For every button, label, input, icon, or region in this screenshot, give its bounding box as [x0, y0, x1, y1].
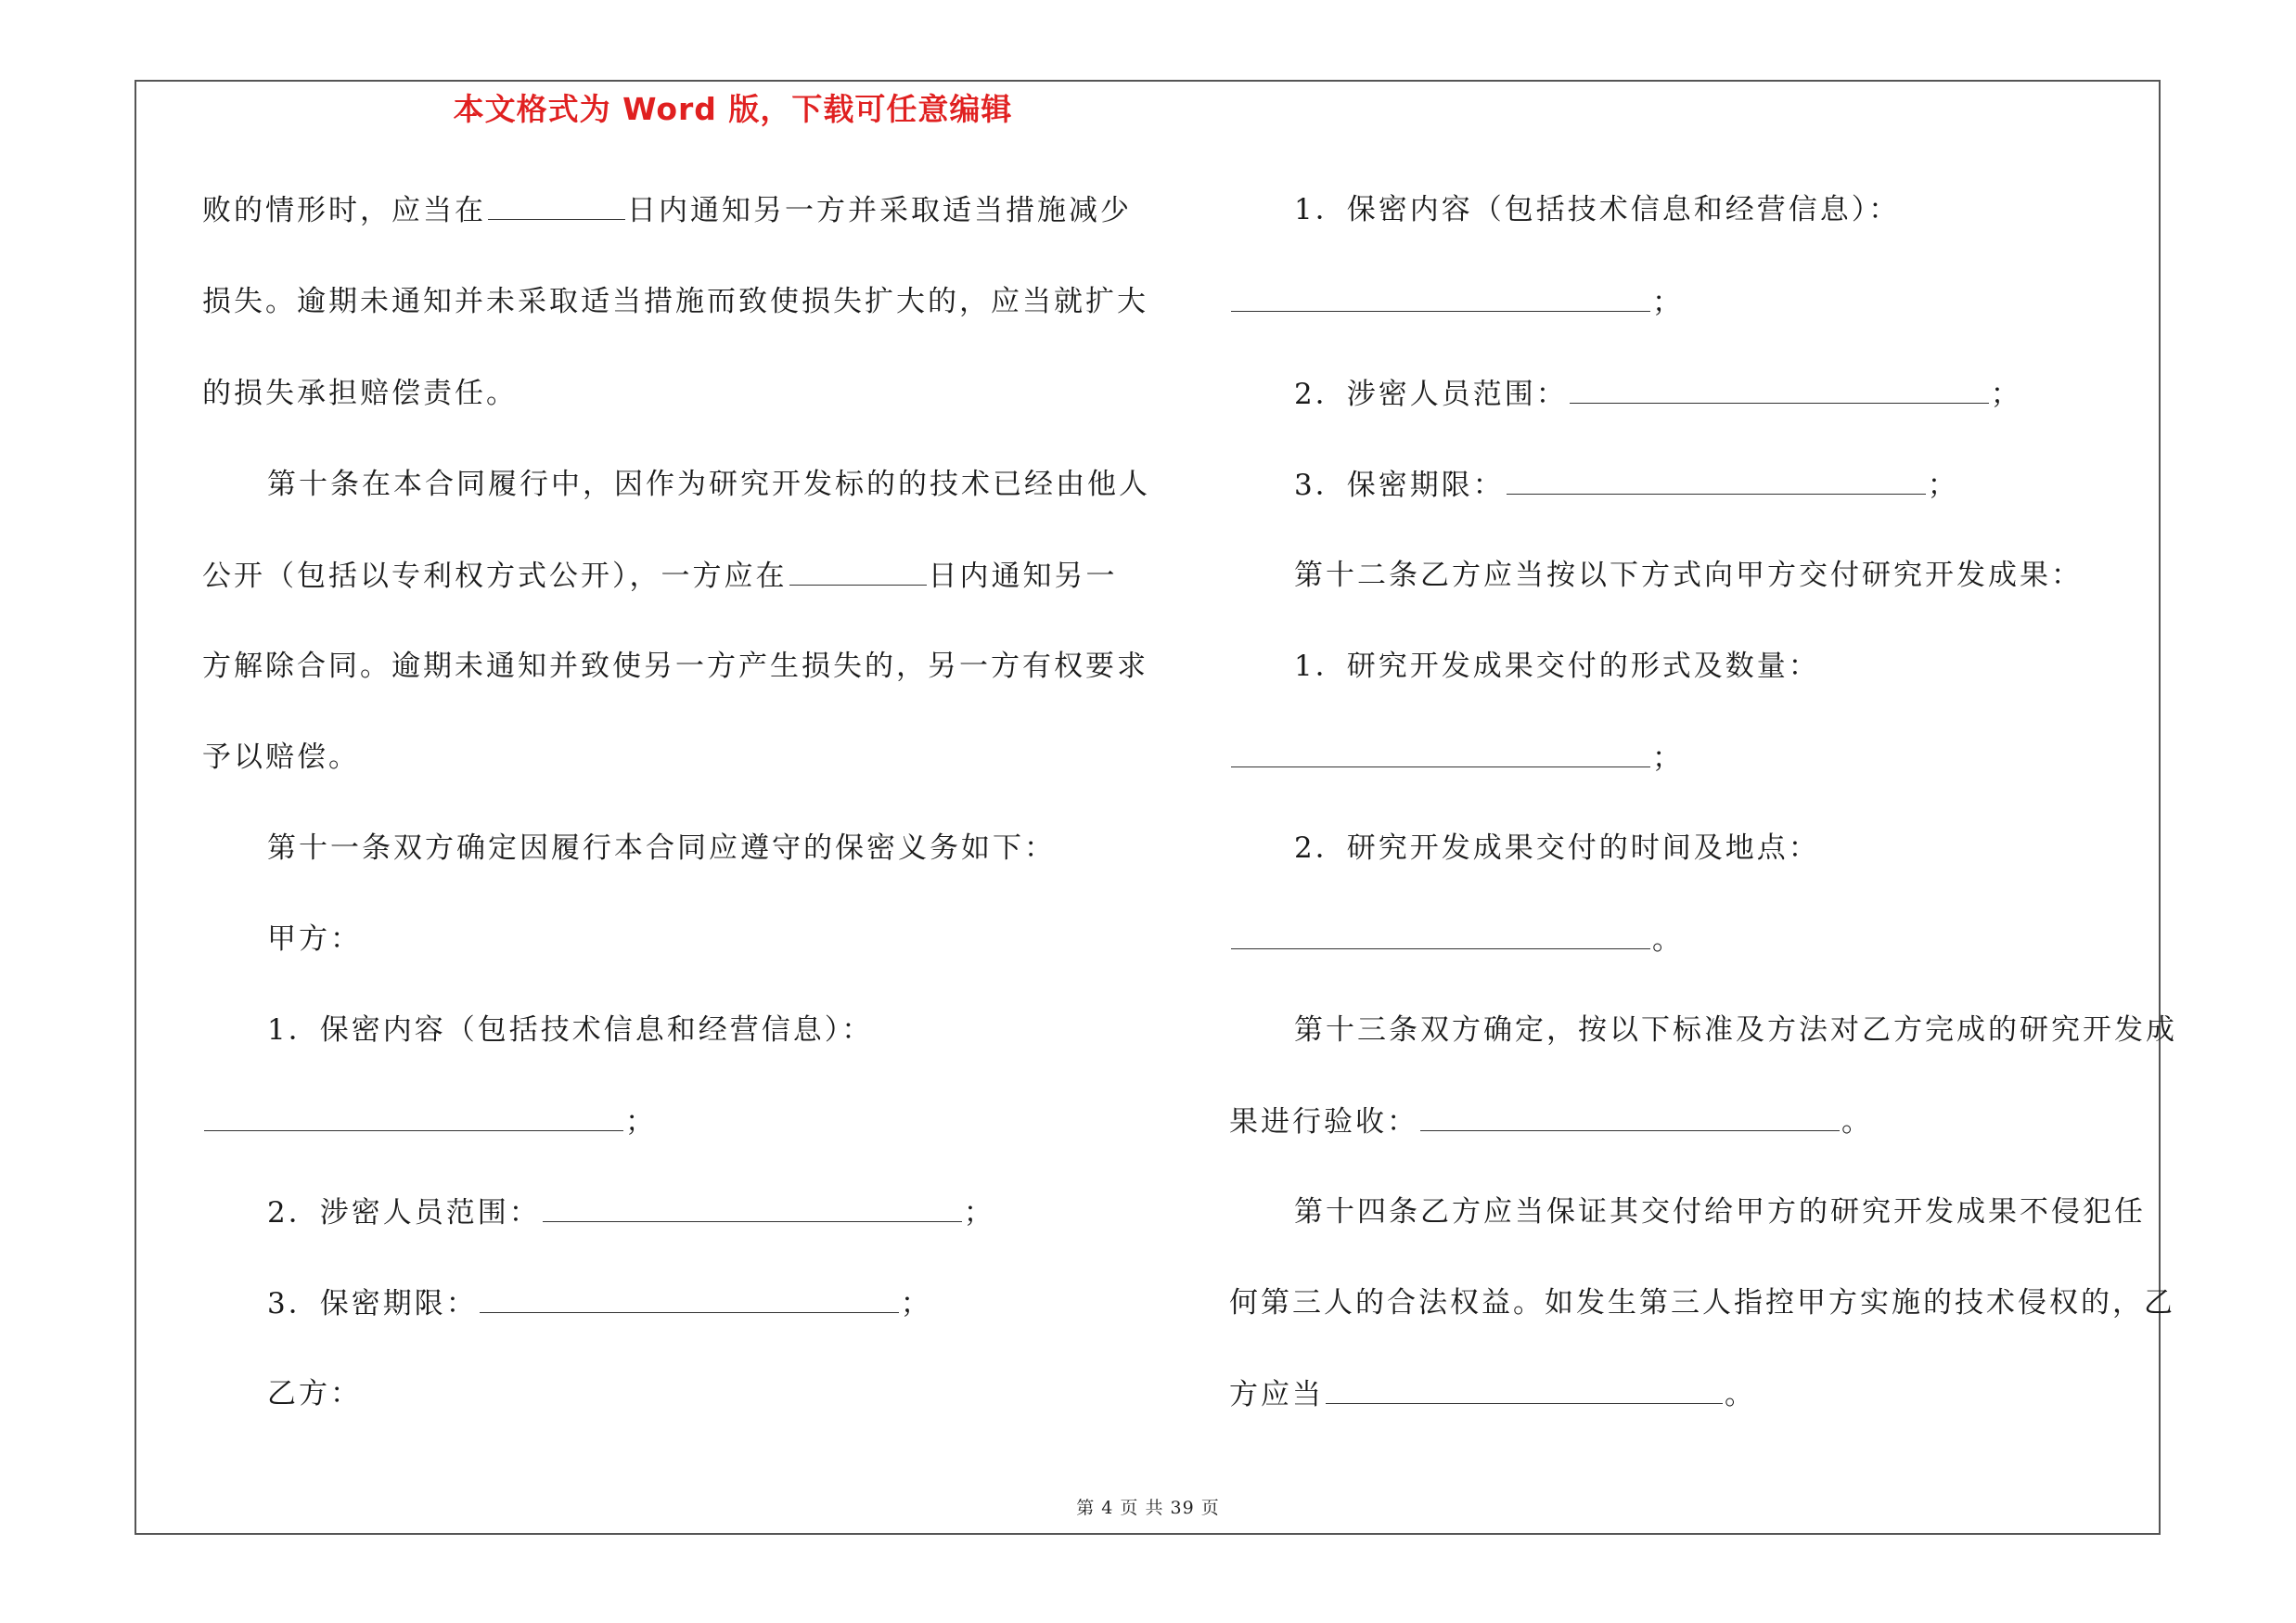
text-line: [202, 1102, 657, 1140]
format-banner: 本文格式为 Word 版，下载可任意编辑: [453, 91, 1013, 127]
fill-in-blank: [480, 1284, 899, 1313]
text-fragment: 日内通知另一: [928, 560, 1118, 593]
party-a-label: 甲方：: [267, 922, 362, 956]
text-line: [1229, 739, 1684, 777]
personnel-scope-label: 2．涉密人员范围：: [267, 1196, 541, 1230]
confidential-content-label: 1．保密内容（包括技术信息和经营信息）：: [1294, 193, 1901, 226]
text-fragment: ；: [900, 1287, 932, 1320]
text-fragment: 日内通知另一方并采取适当措施减少: [627, 194, 1132, 227]
section-heading-article-13: 第十三条双方确定，按以下标准及方法对乙方完成的研究开发成: [1294, 1013, 2177, 1047]
fill-in-blank: [1420, 1102, 1840, 1131]
text-fragment: ；: [625, 1105, 657, 1139]
delivery-form-label: 1．研究开发成果交付的形式及数量：: [1294, 650, 1820, 683]
text-fragment: ；: [963, 1196, 995, 1230]
text-line: [267, 1284, 932, 1322]
party-b-label: 乙方：: [267, 1377, 362, 1410]
fill-in-blank: [488, 191, 625, 220]
text-line: 何第三人的合法权益。如发生第三人指控甲方实施的技术侵权的，乙: [1229, 1286, 2175, 1320]
text-line: [1294, 466, 1959, 504]
fill-in-blank: [1507, 466, 1926, 495]
text-line: [1229, 1102, 1873, 1140]
section-heading-article-12: 第十二条乙方应当按以下方式向甲方交付研究开发成果：: [1294, 559, 2083, 592]
fill-in-blank: [543, 1193, 962, 1222]
delivery-time-label: 2．研究开发成果交付的时间及地点：: [1294, 831, 1820, 865]
text-line: [1294, 375, 2022, 413]
fill-in-blank: [1231, 739, 1650, 767]
text-line: 方解除合同。逾期未通知并致使另一方产生损失的，另一方有权要求: [202, 650, 1148, 683]
text-line: [1229, 283, 1684, 321]
text-fragment: ；: [1652, 286, 1684, 319]
text-fragment: ；: [1990, 378, 2022, 411]
acceptance-label: 果进行验收：: [1229, 1105, 1418, 1139]
text-line: 的损失承担赔偿责任。: [202, 377, 518, 410]
fill-in-blank: [789, 557, 927, 586]
text-fragment: 。: [1652, 923, 1684, 957]
text-line: [202, 557, 1118, 595]
fill-in-blank: [1326, 1375, 1723, 1404]
confidentiality-period-label: 3．保密期限：: [1294, 469, 1505, 502]
text-fragment: 方应当: [1229, 1378, 1324, 1411]
text-line: [267, 1193, 995, 1231]
section-heading-article-14: 第十四条乙方应当保证其交付给甲方的研究开发成果不侵犯任: [1294, 1195, 2146, 1229]
fill-in-blank: [1231, 283, 1650, 312]
text-fragment: 。: [1841, 1105, 1873, 1139]
section-heading-article-11: 第十一条双方确定因履行本合同应遵守的保密义务如下：: [267, 831, 1056, 865]
text-fragment: 公开（包括以专利权方式公开），一方应在: [202, 560, 788, 593]
section-heading-article-10: 第十条在本合同履行中，因作为研究开发标的的技术已经由他人: [267, 468, 1150, 501]
text-fragment: 。: [1725, 1378, 1756, 1411]
text-line: [1229, 921, 1684, 959]
fill-in-blank: [1570, 375, 1989, 404]
personnel-scope-label: 2．涉密人员范围：: [1294, 378, 1568, 411]
confidentiality-period-label: 3．保密期限：: [267, 1287, 478, 1320]
text-line: 损失。逾期未通知并未采取适当措施而致使损失扩大的，应当就扩大: [202, 285, 1148, 318]
text-line: [1229, 1375, 1756, 1413]
fill-in-blank: [204, 1102, 623, 1131]
text-line: [202, 191, 1132, 229]
fill-in-blank: [1231, 921, 1650, 949]
text-fragment: ；: [1652, 741, 1684, 775]
text-fragment: 败的情形时，应当在: [202, 194, 486, 227]
text-fragment: ；: [1927, 469, 1959, 502]
text-line: 予以赔偿。: [202, 741, 360, 774]
confidential-content-label: 1．保密内容（包括技术信息和经营信息）：: [267, 1013, 874, 1047]
page-number-footer: 第 4 页 共 39 页: [1076, 1498, 1220, 1518]
